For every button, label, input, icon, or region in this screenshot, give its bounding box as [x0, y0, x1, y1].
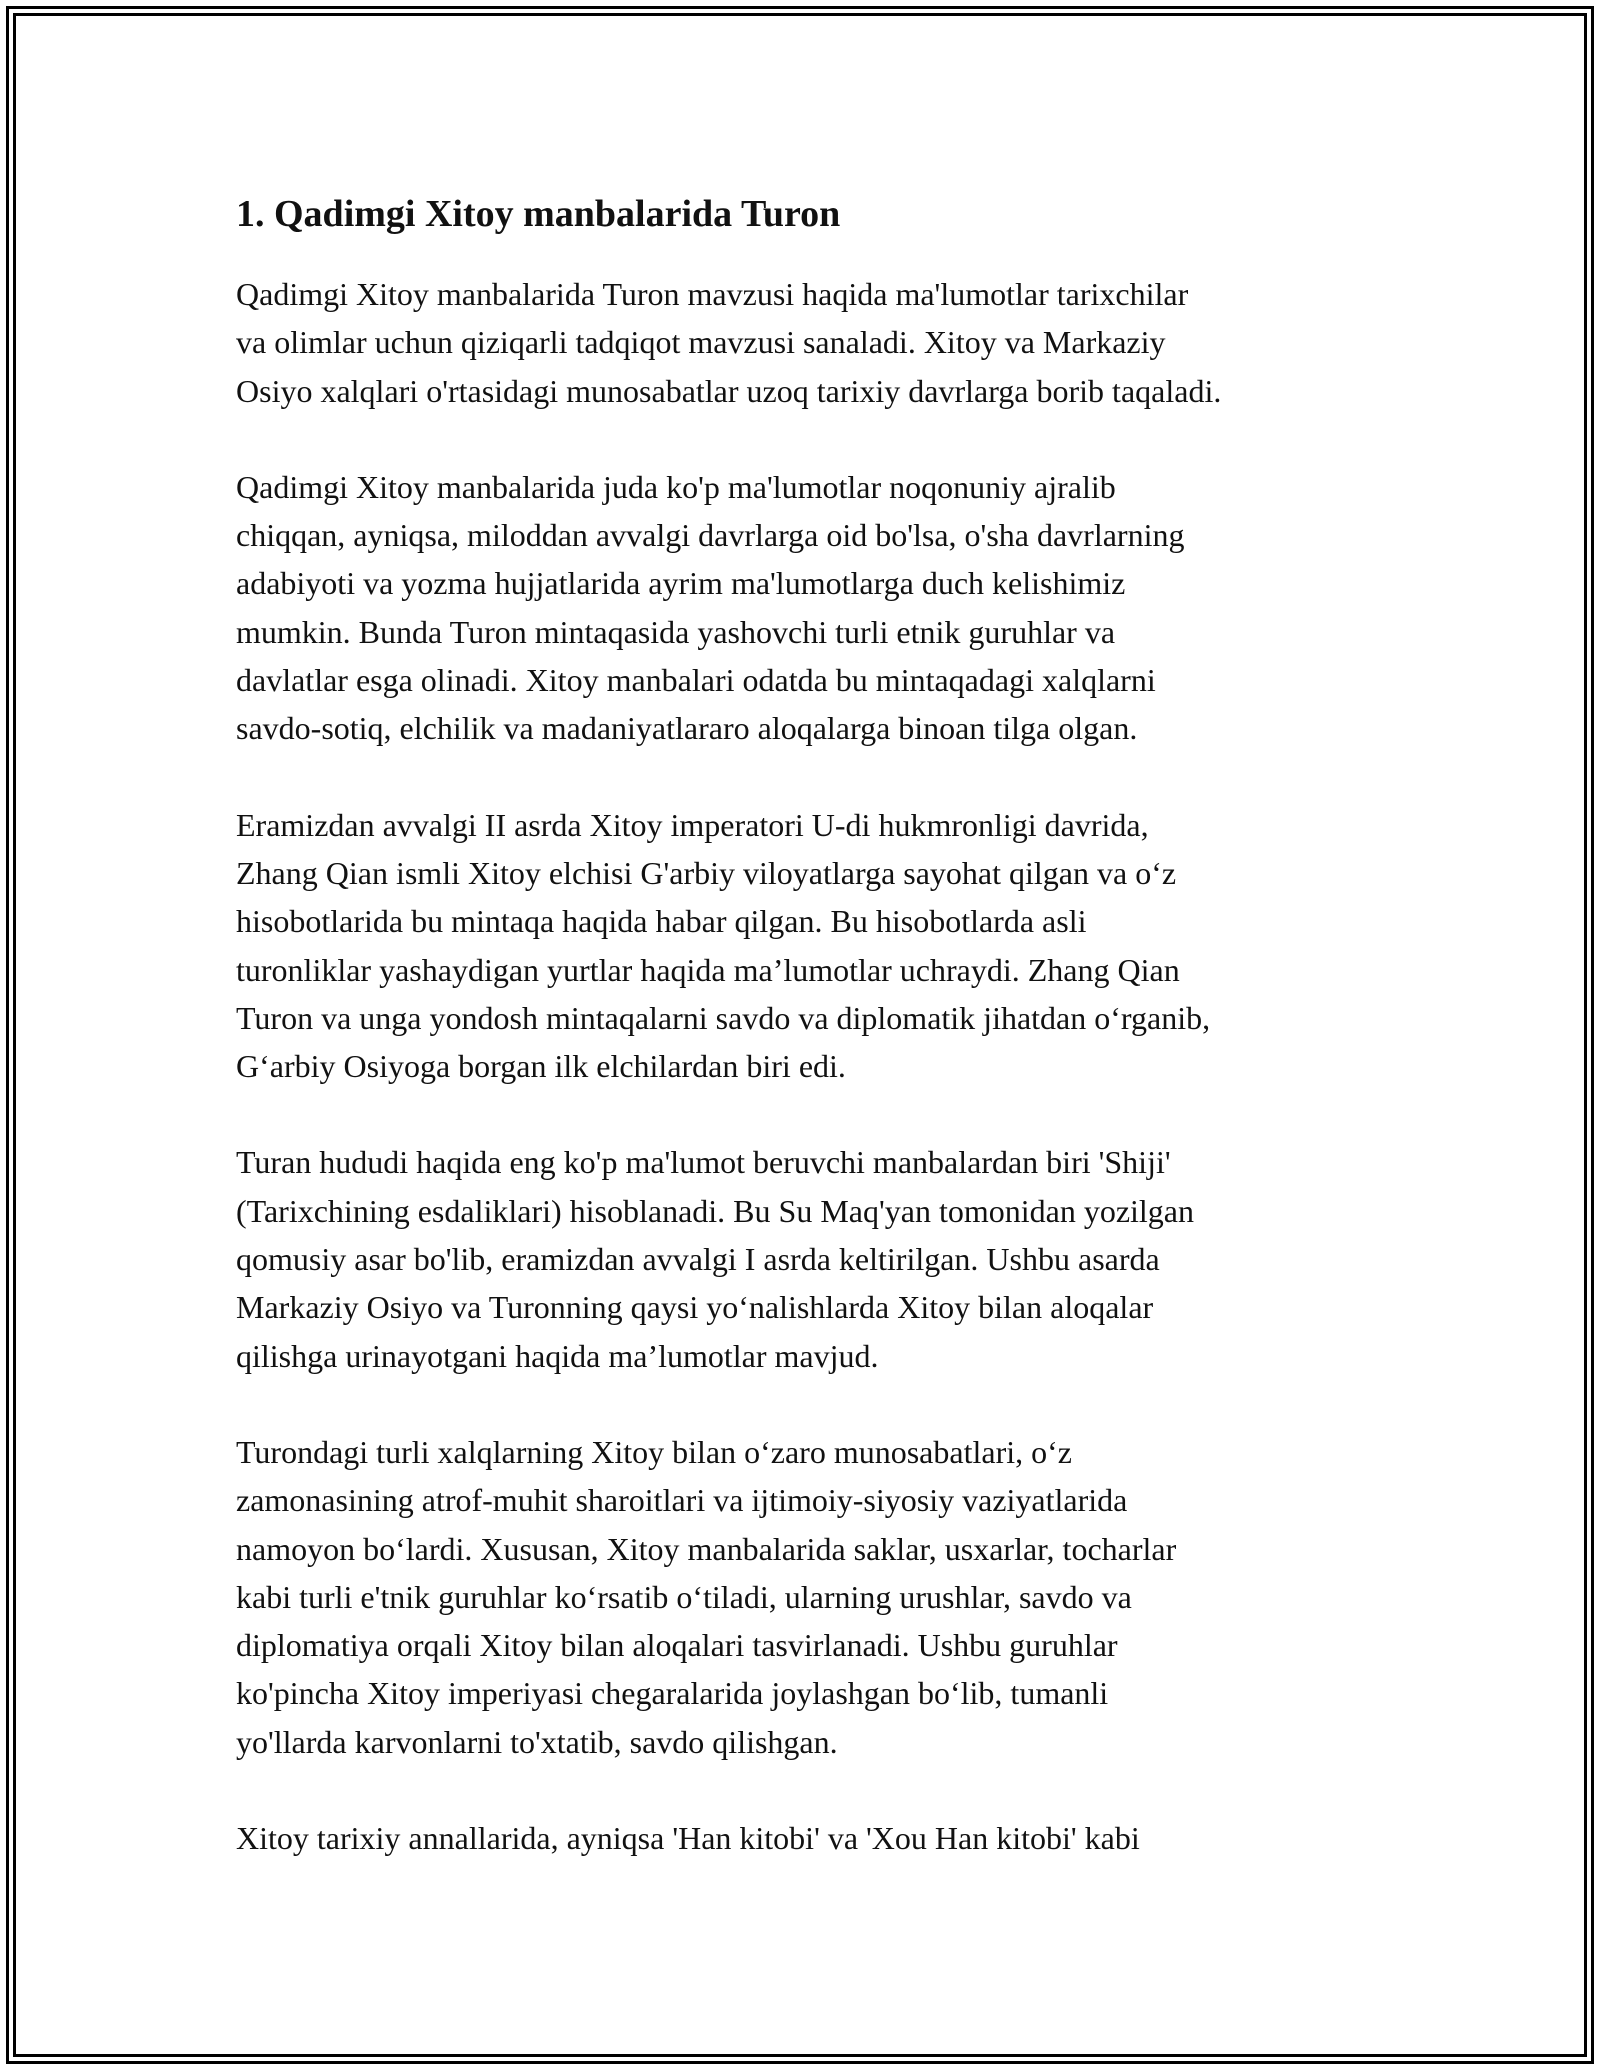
document-body	[236, 188, 1376, 1910]
paragraph-1: Qadimgi Xitoy manbalarida Turon mavzusi haqida ma'lumotlar tarixchilar va olimlar uchun qiziqarli tadqiqot mavzusi sanaladi. Xitoy va Markaziy Osiyo xalqlari o'rtasidagi munosabatlar uzoq tarixiy davrlarga borib taqaladi.	[236, 276, 1222, 409]
section-heading: 1. Qadimgi Xitoy manbalarida Turon	[236, 193, 841, 235]
paragraph-5: Turondagi turli xalqlarning Xitoy bilan o‘zaro munosabatlari, o‘z zamonasining atrof-muhit sharoitlari va ijtimoiy-siyosiy vaziyatlarida namoyon bo‘lardi. Xususan, Xitoy manbalarida saklar, usxarlar, tocharlar kabi turli e'tnik guruhlar ko‘rsatib o‘tiladi, ularning urushlar, savdo va diplomatiya orqali Xitoy bilan aloqalari tasvirlanadi. Ushbu guruhlar ko'pincha Xitoy imperiyasi chegaralarida joylashgan bo‘lib, tumanli yo'llarda karvonlarni to'xtatib, savdo qilishgan.	[236, 1433, 1177, 1760]
paragraph-6: Xitoy tarixiy annallarida, ayniqsa 'Han kitobi' va 'Xou Han kitobi' kabi	[236, 1820, 1140, 1857]
paragraph-4: Turan hududi haqida eng ko'p ma'lumot beruvchi manbalardan biri 'Shiji' (Tarixchining esdaliklari) hisoblanadi. Bu Su Maq'yan tomonidan yozilgan qomusiy asar bo'lib, eramizdan avvalgi I asrda keltirilgan. Ushbu asarda Markaziy Osiyo va Turonning qaysi yo‘nalishlarda Xitoy bilan aloqalar qilishga urinayotgani haqida ma’lumotlar mavjud.	[236, 1144, 1194, 1374]
paragraph-2: Qadimgi Xitoy manbalarida juda ko'p ma'lumotlar noqonuniy ajralib chiqqan, ayniqsa, miloddan avvalgi davrlarga oid bo'lsa, o'sha davrlarning adabiyoti va yozma hujjatlarida ayrim ma'lumotlarga duch kelishimiz mumkin. Bunda Turon mintaqasida yashovchi turli etnik guruhlar va davlatlar esga olinadi. Xitoy manbalari odatda bu mintaqadagi xalqlarni savdo-sotiq, elchilik va madaniyatlararo aloqalarga binoan tilga olgan.	[236, 468, 1185, 747]
paragraph-3: Eramizdan avvalgi II asrda Xitoy imperatori U-di hukmronligi davrida, Zhang Qian ismli Xitoy elchisi G'arbiy viloyatlarga sayohat qilgan va o‘z hisobotlarida bu mintaqa haqida habar qilgan. Bu hisobotlarda asli turonliklar yashaydigan yurtlar haqida ma’lumotlar uchraydi. Zhang Qian Turon va unga yondosh mintaqalarni savdo va diplomatik jihatdan o‘rganib, G‘arbiy Osiyoga borgan ilk elchilardan biri edi.	[236, 806, 1211, 1085]
